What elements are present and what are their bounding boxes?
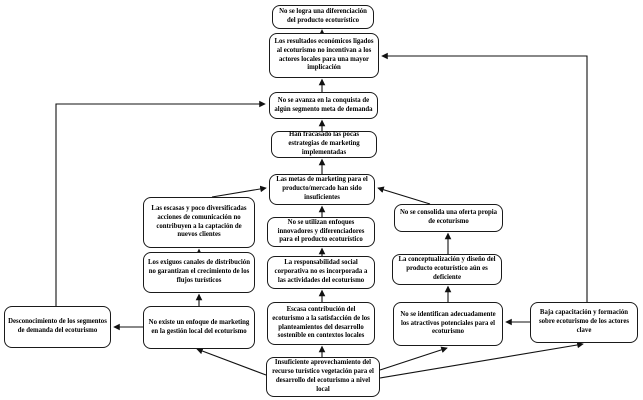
node-conceptualizacion-deficiente: La conceptualización y diseño del producto ecoturístico aún es deficiente xyxy=(392,254,502,285)
node-canales-distribucion-exiguos: Los exiguos canales de distribución no garantizan el crecimiento de los flujos turísticos xyxy=(143,252,255,293)
node-sin-enfoques-innovadores: No se utilizan enfoques innovadores y diferenciadores para el producto ecoturístico xyxy=(267,217,375,247)
node-atractivos-no-identificados: No se identifican adecuadamente los atractivos potenciales para el ecoturismo xyxy=(393,302,503,346)
node-acciones-comunicacion-escasas: Las escasas y poco diversificadas acciones de comunicación no contribuyen a la captación de nuevos clientes xyxy=(143,197,255,248)
node-resultados-economicos: Los resultados económicos ligados al ecoturismo no incentivan a los actores locales para una mayor implicación xyxy=(269,33,379,78)
node-sin-enfoque-marketing: No existe un enfoque de marketing en la gestión local del ecoturismo xyxy=(143,306,255,349)
node-raiz-insuficiente-aprovechamiento: Insuficiente aprovechamiento del recurso turístico vegetación para el desarrollo del ecoturismo a nivel local xyxy=(266,357,380,397)
node-metas-marketing-insuficientes: Las metas de marketing para el producto/mercado han sido insuficientes xyxy=(269,174,375,205)
node-rsc-no-incorporada: La responsabilidad social corporativa no es incorporada a las actividades del ecoturismo xyxy=(267,256,375,289)
node-escasa-contribucion-sostenible: Escasa contribución del ecoturismo a la satisfacción de los planteamientos del desarrollo sostenible en contextos locales xyxy=(267,302,375,345)
edge-n14-n5 xyxy=(378,188,430,204)
edge-n13-n17 xyxy=(380,344,583,378)
edge-n13-n8 xyxy=(197,349,266,375)
edge-n6-n5 xyxy=(212,188,266,197)
edge-n13-n16 xyxy=(380,348,447,370)
node-desconocimiento-segmentos: Desconocimiento de los segmentos de demanda del ecoturismo xyxy=(4,306,111,348)
node-baja-capacitacion: Baja capacitación y formación sobre ecoturismo de los actores clave xyxy=(530,302,638,343)
node-sin-oferta-propia: No se consolida una oferta propia de ecoturismo xyxy=(394,204,503,232)
node-no-diferenciacion-producto: No se logra una diferenciación del producto ecoturístico xyxy=(272,5,374,29)
node-fracaso-estrategias-marketing: Han fracasado las pocas estrategias de marketing implementadas xyxy=(271,131,377,158)
node-no-avanza-segmento-meta: No se avanza en la conquista de algún segmento meta de demanda xyxy=(269,92,378,119)
